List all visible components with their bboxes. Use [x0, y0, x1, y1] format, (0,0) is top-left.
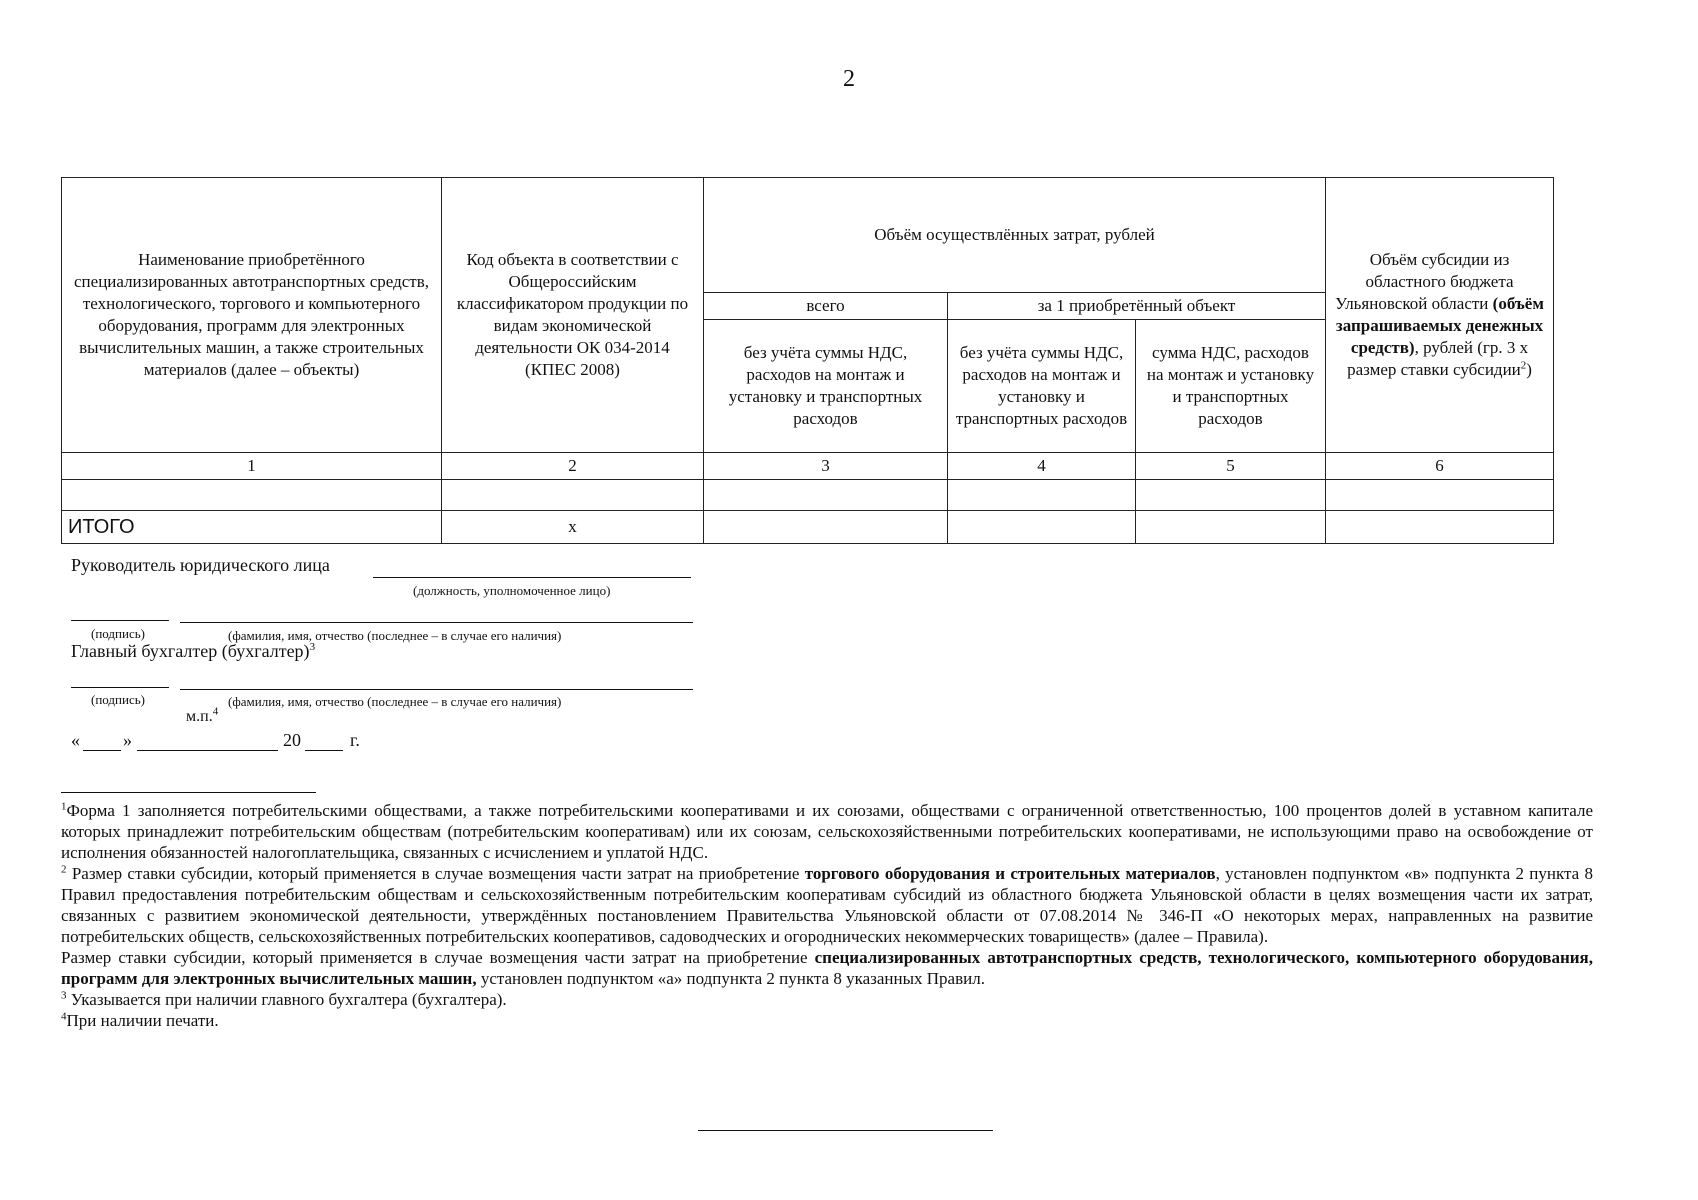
accountant-label [71, 641, 315, 662]
fio-caption: (фамилия, имя, отчество (последнее – в случае его наличия) [228, 694, 562, 709]
header-col-6-c: , рублей (гр. 3 х размер ставки субсидии [1347, 338, 1529, 379]
footnote-2-text-a: Размер ставки субсидии, который применяется в случае возмещения части затрат на приобретение [71, 864, 800, 883]
header-col-6-a: Объём субсидии из областного бюджета Ульяновской области [1335, 250, 1514, 313]
head-label: Руководитель юридического лица [71, 555, 330, 575]
date-month-line[interactable] [137, 750, 278, 751]
footnote-1 [61, 800, 1593, 863]
table-cell[interactable] [948, 480, 1136, 511]
footnote-2-continued [61, 947, 1593, 989]
col-number: 2 [442, 453, 704, 480]
accountant-fio-line[interactable] [180, 689, 693, 690]
table-cell[interactable] [948, 511, 1136, 544]
stamp-label [186, 705, 219, 726]
total-row [62, 511, 1554, 544]
accountant-label-text: Главный бухгалтер (бухгалтер) [71, 641, 310, 661]
footnote-ref-3: 3 [309, 641, 316, 653]
table-cell[interactable] [442, 480, 704, 511]
table-cell[interactable] [1326, 511, 1554, 544]
head-position-line[interactable] [373, 577, 691, 578]
year-suffix: г. [350, 730, 360, 750]
total-code: x [442, 511, 704, 544]
footnote-4-num: 4 [61, 1010, 67, 1023]
head-caption: (должность, уполномоченное лицо) [413, 583, 611, 598]
stamp-text: м.п. [186, 708, 213, 725]
table-cell[interactable] [1136, 480, 1326, 511]
table-cell[interactable] [704, 480, 948, 511]
date-day-line[interactable] [83, 750, 121, 751]
footnote-3-text: Указывается при наличии главного бухгалтера (бухгалтера). [70, 990, 507, 1009]
date-open-quote: « [71, 730, 80, 750]
header-col-2: Код объекта в соответствии с Общероссийским классификатором продукции по видам экономической деятельности ОК 034-2014 (КПЕС 2008) [442, 178, 704, 453]
col-number: 5 [1136, 453, 1326, 480]
footnote-2-text-c: Размер ставки субсидии, который применяется в случае возмещения части затрат на приобретение [61, 948, 808, 967]
footnote-separator [61, 792, 316, 793]
footnote-2-bold-2: специализированных автотранспортных средств, технологического, компьютерного оборудования, программ для электронных вычислительных машин, [61, 948, 1593, 988]
col-number: 3 [704, 453, 948, 480]
header-col-6-bold: (объём запрашиваемых денежных средств) [1335, 294, 1544, 357]
total-label: ИТОГО [62, 511, 442, 544]
header-total: всего [704, 293, 948, 320]
footnote-4 [61, 1010, 1593, 1031]
header-costs: Объём осуществлённых затрат, рублей [704, 178, 1326, 293]
footnote-3 [61, 989, 1593, 1010]
header-col-5: сумма НДС, расходов на монтаж и установку и транспортных расходов [1136, 320, 1326, 453]
header-col-3: без учёта суммы НДС, расходов на монтаж и установку и транспортных расходов [704, 320, 948, 453]
head-fio-line[interactable] [180, 622, 693, 623]
footnote-3-num: 3 [61, 989, 67, 1002]
table-cell[interactable] [62, 480, 442, 511]
footnote-2-bold: торгового оборудования и строительных материалов [804, 864, 1216, 883]
footnote-2-text-b: , установлен подпунктом «в» подпункта 2 пункта 8 Правил предоставления потребительским обществам и сельскохозяйственным потребительским кооперативам субсидий из областного бюджета Ульяновской области в целях возмещения части их затрат, связанных с развитием экономической деятельности, утверждённых постановлением Правительства Ульяновской области от 07.08.2014 № 346-П «О некоторых мерах, направленных на развитие потребительских обществ, сельскохозяйственных потребительских кооперативов, садоводческих и огороднических некоммерческих товариществ» (далее – Правила). [61, 864, 1593, 946]
col-number: 1 [62, 453, 442, 480]
table-cell[interactable] [704, 511, 948, 544]
head-signature-line[interactable] [71, 620, 169, 621]
header-col-6 [1326, 178, 1554, 453]
sign-caption: (подпись) [91, 626, 145, 641]
footnote-ref-2: 2 [1520, 359, 1527, 372]
footnote-2 [61, 863, 1593, 947]
date-close-quote: » [123, 730, 132, 750]
header-col-1: Наименование приобретённого специализированных автотранспортных средств, технологического, торгового и компьютерного оборудования, программ для электронных вычислительных машин, а также строительных материалов (далее – объекты) [62, 178, 442, 453]
sign-caption: (подпись) [91, 692, 145, 707]
table-cell[interactable] [1326, 480, 1554, 511]
year-prefix: 20 [283, 730, 301, 750]
date-year-line[interactable] [305, 750, 343, 751]
header-per-object: за 1 приобретённый объект [948, 293, 1326, 320]
col-number: 6 [1326, 453, 1554, 480]
col-number: 4 [948, 453, 1136, 480]
accountant-signature-line[interactable] [71, 687, 169, 688]
header-col-4: без учёта суммы НДС, расходов на монтаж и установку и транспортных расходов [948, 320, 1136, 453]
footnote-1-text: Форма 1 заполняется потребительскими обществами, а также потребительскими кооперативами и их союзами, обществами с ограниченной ответственностью, 100 процентов долей в уставном капитале которых принадлежит потребительским обществам (потребительским кооперативам) или их союзам, сельскохозяйственными потребительских кооперативами, не использующими право на освобождение от исполнения обязанностей налогоплательщика, связанных с исчислением и уплатой НДС. [61, 801, 1593, 862]
footnote-2-text-d: установлен подпунктом «а» подпункта 2 пункта 8 указанных Правил. [480, 969, 985, 988]
table-cell[interactable] [1136, 511, 1326, 544]
footnote-1-num: 1 [61, 800, 67, 813]
subsidy-table [61, 177, 1554, 544]
footnote-2-num: 2 [61, 863, 67, 876]
table-row [62, 480, 1554, 511]
footnote-ref-4: 4 [212, 705, 219, 718]
end-separator [698, 1130, 993, 1131]
fio-caption: (фамилия, имя, отчество (последнее – в случае его наличия) [228, 628, 562, 643]
header-col-6-d: ) [1526, 360, 1532, 379]
footnote-4-text: При наличии печати. [66, 1011, 219, 1030]
footnotes [61, 800, 1593, 1031]
page-number: 2 [843, 66, 855, 92]
